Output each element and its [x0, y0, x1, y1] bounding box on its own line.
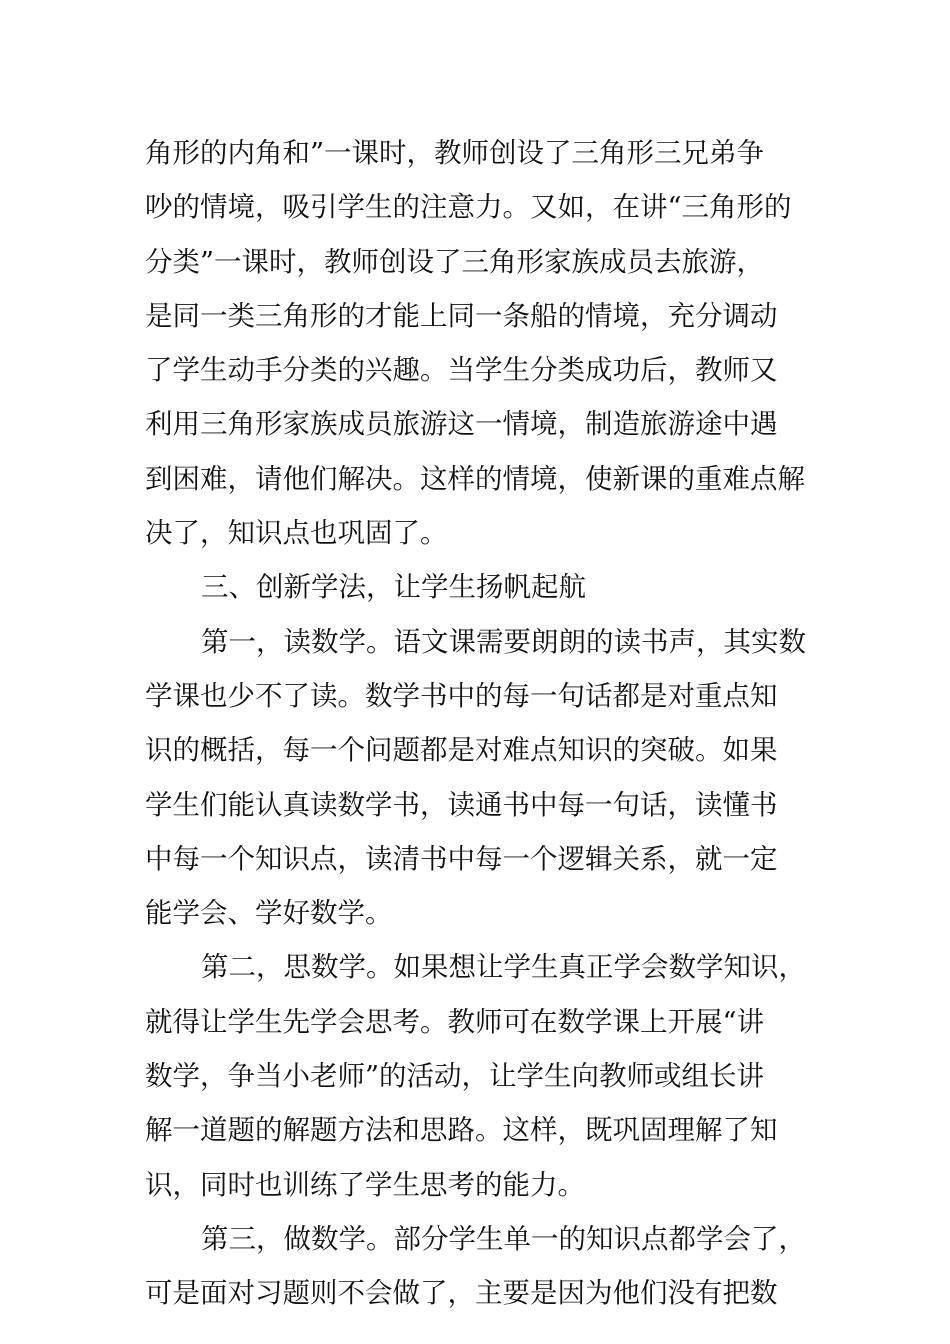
- text-line: 到困难，请他们解决。这样的情境，使新课的重难点解: [145, 462, 805, 495]
- text-line: 了学生动手分类的兴趣。当学生分类成功后，教师又: [145, 354, 778, 387]
- text-line: 是同一类三角形的才能上同一条船的情境，充分调动: [145, 299, 778, 332]
- text-line: 吵的情境，吸引学生的注意力。又如，在讲“三角形的: [145, 191, 792, 224]
- body-text: [145, 126, 815, 1321]
- text-line: 识，同时也训练了学生思考的能力。: [145, 1168, 585, 1201]
- text-line: 可是面对习题则不会做了，主要是因为他们没有把数: [145, 1277, 778, 1310]
- text-line: 数学，争当小老师”的活动，让学生向教师或组长讲: [145, 1060, 765, 1093]
- text-line: 利用三角形家族成员旅游这一情境，制造旅游途中遇: [145, 408, 778, 441]
- text-line: 第二，思数学。如果想让学生真正学会数学知识，: [201, 951, 806, 984]
- text-line: 决了，知识点也巩固了。: [145, 517, 448, 550]
- text-line: 学课也少不了读。数学书中的每一句话都是对重点知: [145, 679, 778, 712]
- text-line: 分类”一课时，教师创设了三角形家族成员去旅游，: [145, 245, 765, 278]
- text-line: 第一，读数学。语文课需要朗朗的读书声，其实数: [201, 625, 806, 658]
- text-line: 中每一个知识点，读清书中每一个逻辑关系，就一定: [145, 842, 778, 875]
- text-line: 第三，做数学。部分学生单一的知识点都学会了，: [201, 1222, 806, 1255]
- text-line: 解一道题的解题方法和思路。这样，既巩固理解了知: [145, 1114, 778, 1147]
- text-line: 学生们能认真读数学书，读通书中每一句话，读懂书: [145, 788, 778, 821]
- text-line: 能学会、学好数学。: [145, 897, 393, 930]
- text-line: 就得让学生先学会思考。教师可在数学课上开展“讲: [145, 1005, 765, 1038]
- section-heading: 三、创新学法，让学生扬帆起航: [201, 571, 586, 604]
- text-line: 角形的内角和”一课时，教师创设了三角形三兄弟争: [145, 137, 765, 169]
- text-line: 识的概括，每一个问题都是对难点知识的突破。如果: [145, 734, 778, 767]
